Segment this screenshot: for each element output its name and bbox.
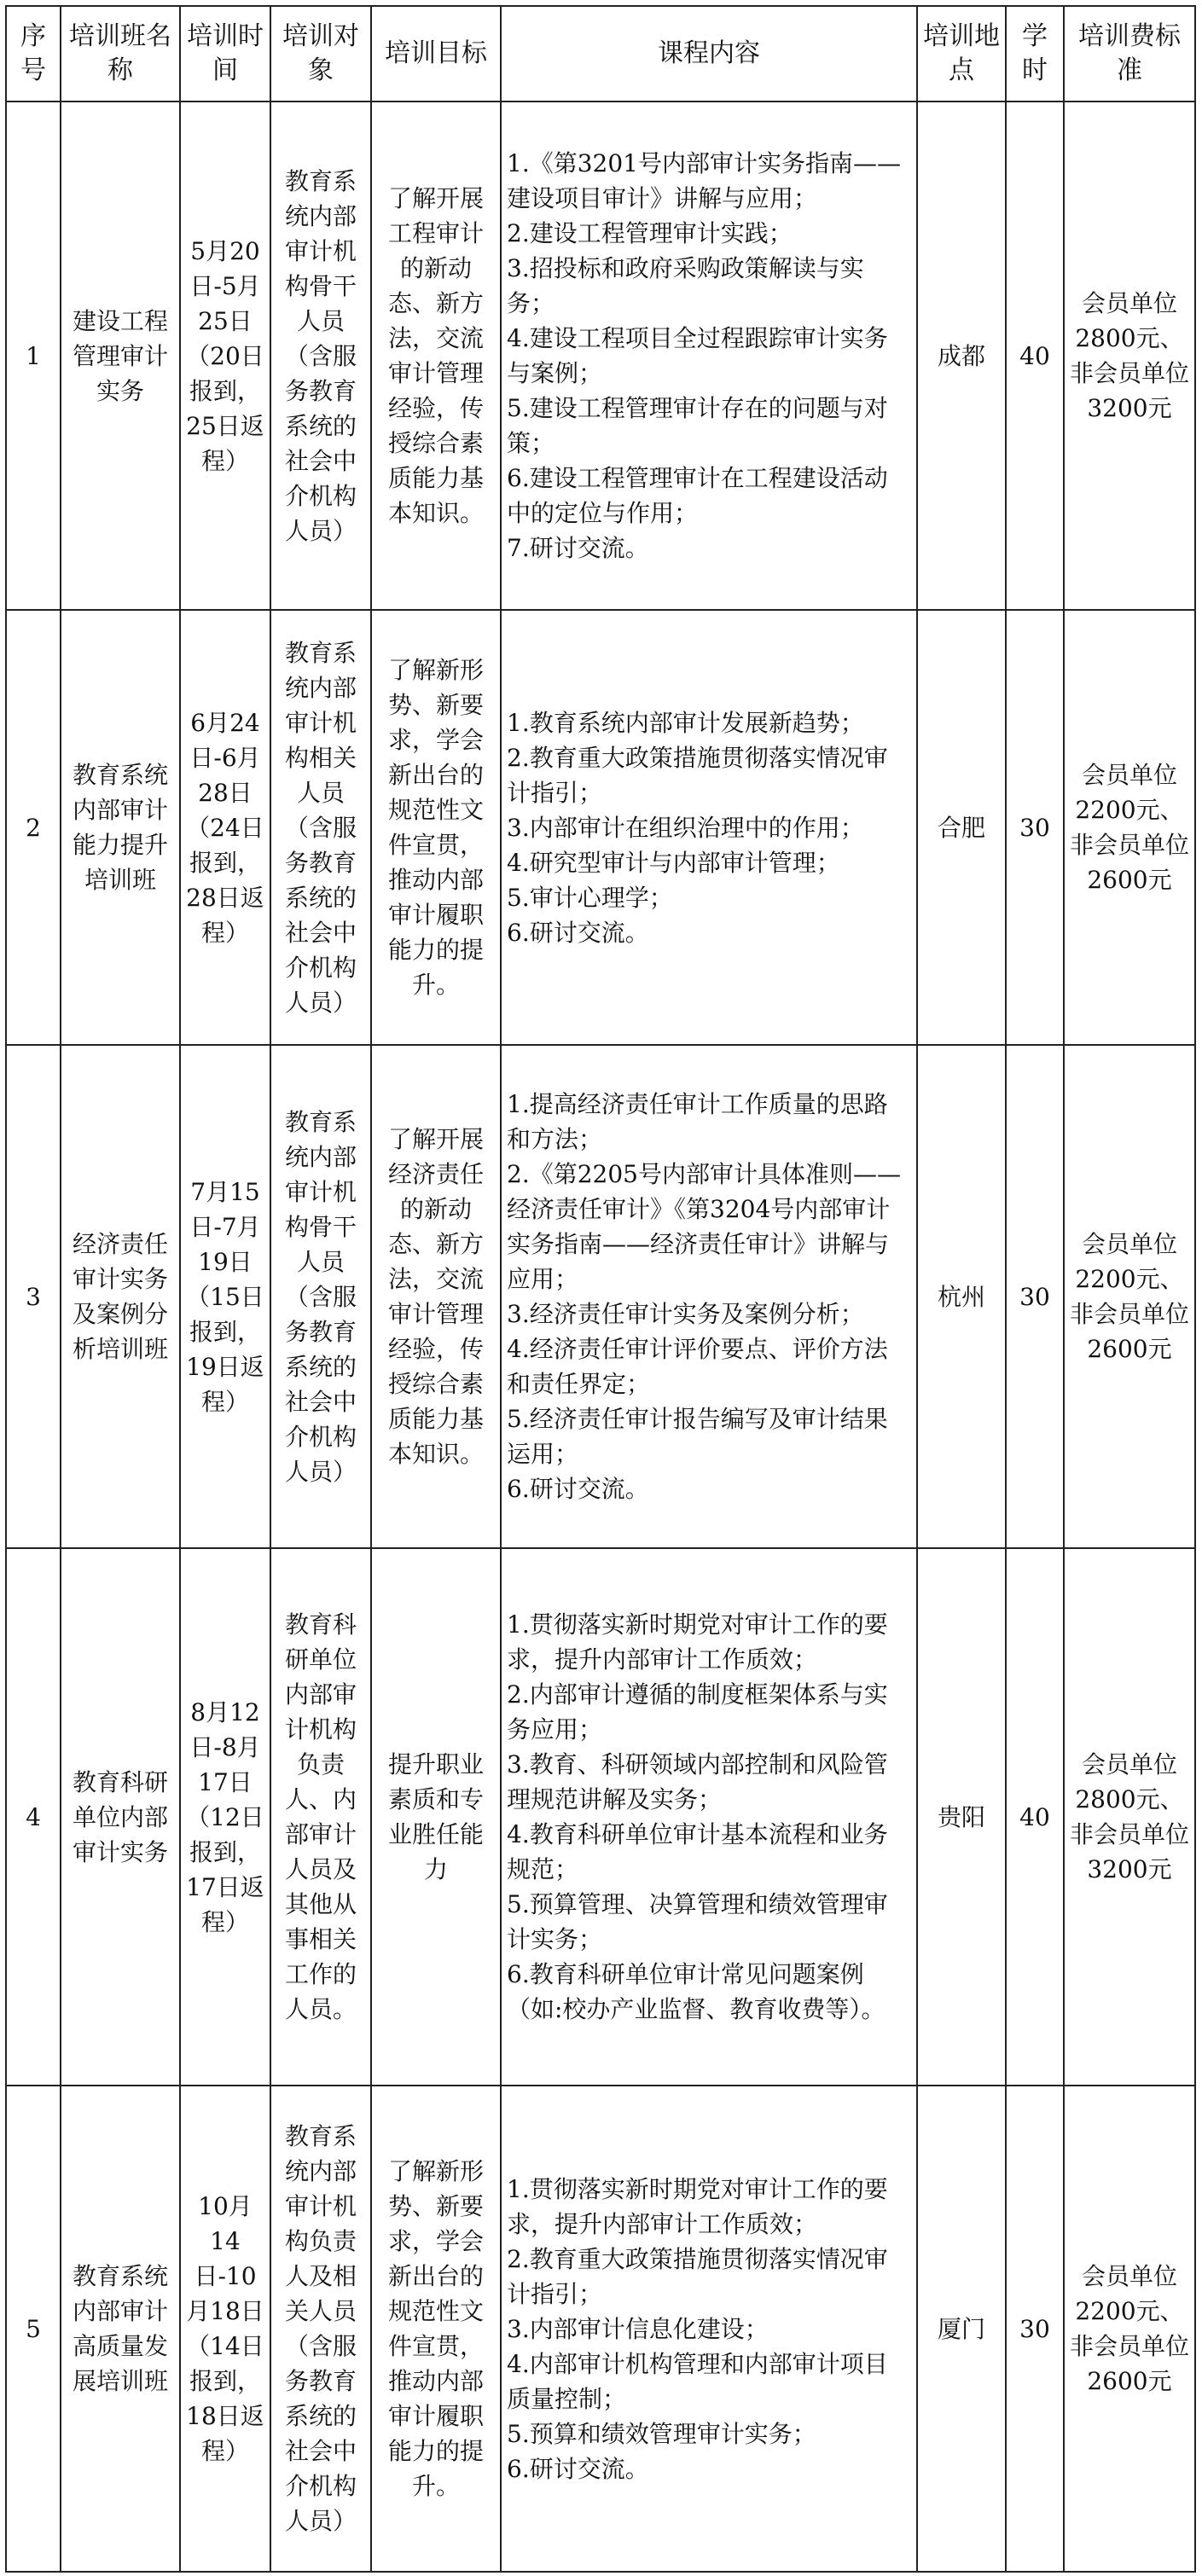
header-place: 培训地点	[917, 6, 1006, 102]
row-number: 5	[6, 2086, 61, 2572]
course-content	[501, 610, 917, 1045]
course-item: 3.教育、科研领域内部控制和风险管理规范讲解及实务；	[507, 1750, 888, 1813]
training-goal: 提升职业素质和专业胜任能力	[371, 1548, 501, 2086]
training-time: 6月24日-6月28日（24日报到，28日返程）	[180, 610, 270, 1045]
training-hours: 30	[1006, 2086, 1064, 2572]
header-goal: 培训目标	[371, 6, 501, 102]
course-item: 7.研讨交流。	[507, 534, 649, 562]
course-item: 6.研讨交流。	[507, 2454, 649, 2483]
course-item: 2.《第2205号内部审计具体准则——经济责任审计》《第3204号内部审计实务指南——经济责任审计》讲解与应用；	[507, 1160, 901, 1293]
training-time: 5月20日-5月25日（20日报到，25日返程）	[180, 102, 270, 610]
training-schedule-table	[5, 5, 1196, 2573]
course-item: 3.经济责任审计实务及案例分析；	[507, 1300, 864, 1328]
course-item: 1.提高经济责任审计工作质量的思路和方法；	[507, 1090, 888, 1153]
course-item: 6.建设工程管理审计在工程建设活动中的定位与作用；	[507, 464, 888, 527]
training-hours: 40	[1006, 102, 1064, 610]
course-content	[501, 2086, 917, 2572]
header-target: 培训对象	[270, 6, 371, 102]
course-item: 1.教育系统内部审计发展新趋势；	[507, 708, 864, 737]
course-item: 3.内部审计信息化建设；	[507, 2314, 769, 2343]
training-goal: 了解开展工程审计的新动态、新方法，交流审计管理经验，传授综合素质能力基本知识。	[371, 102, 501, 610]
header-fee: 培训费标准	[1064, 6, 1195, 102]
training-target: 教育系统内部审计机构相关人员（含服务教育系统的社会中介机构人员）	[270, 610, 371, 1045]
course-item: 5.审计心理学；	[507, 883, 673, 912]
training-fee: 会员单位2200元、非会员单位2600元	[1064, 610, 1195, 1045]
course-item: 1.贯彻落实新时期党对审计工作的要求，提升内部审计工作质效；	[507, 1610, 888, 1674]
course-item: 4.教育科研单位审计基本流程和业务规范；	[507, 1820, 888, 1883]
course-item: 6.研讨交流。	[507, 918, 649, 947]
course-item: 2.教育重大政策措施贯彻落实情况审计指引；	[507, 743, 888, 807]
course-content	[501, 102, 917, 610]
table-row	[6, 1045, 1195, 1548]
table-row	[6, 610, 1195, 1045]
training-goal: 了解开展经济责任的新动态、新方法，交流审计管理经验，传授综合素质能力基本知识。	[371, 1045, 501, 1548]
course-item: 5.经济责任审计报告编写及审计结果运用；	[507, 1405, 888, 1468]
course-item: 4.经济责任审计评价要点、评价方法和责任界定；	[507, 1335, 888, 1398]
course-item: 2.内部审计遵循的制度框架体系与实务应用；	[507, 1680, 888, 1743]
course-item: 1.《第3201号内部审计实务指南——建设项目审计》讲解与应用；	[507, 149, 901, 212]
training-hours: 30	[1006, 610, 1064, 1045]
course-content	[501, 1045, 917, 1548]
training-hours: 40	[1006, 1548, 1064, 2086]
training-place: 厦门	[917, 2086, 1006, 2572]
training-time: 7月15日-7月19日（15日报到，19日返程）	[180, 1045, 270, 1548]
training-time: 8月12日-8月17日（12日报到，17日返程）	[180, 1548, 270, 2086]
row-number: 3	[6, 1045, 61, 1548]
course-item: 5.预算和绩效管理审计实务；	[507, 2419, 816, 2448]
header-course: 课程内容	[501, 6, 917, 102]
course-item: 5.建设工程管理审计存在的问题与对策；	[507, 394, 888, 457]
course-name: 建设工程管理审计实务	[61, 102, 180, 610]
training-goal: 了解新形势、新要求，学会新出台的规范性文件宣贯，推动内部审计履职能力的提升。	[371, 2086, 501, 2572]
header-name: 培训班名称	[61, 6, 180, 102]
row-number: 1	[6, 102, 61, 610]
course-name: 教育系统内部审计能力提升培训班	[61, 610, 180, 1045]
row-number: 2	[6, 610, 61, 1045]
header-time: 培训时间	[180, 6, 270, 102]
course-item: 4.建设工程项目全过程跟踪审计实务与案例；	[507, 324, 888, 387]
training-time: 10月14日-10月18日（14日报到，18日返程）	[180, 2086, 270, 2572]
course-item: 2.教育重大政策措施贯彻落实情况审计指引；	[507, 2244, 888, 2308]
training-fee: 会员单位2800元、非会员单位3200元	[1064, 102, 1195, 610]
course-item: 4.研究型审计与内部审计管理；	[507, 848, 840, 877]
training-place: 贵阳	[917, 1548, 1006, 2086]
course-content	[501, 1548, 917, 2086]
table-row	[6, 102, 1195, 610]
training-fee: 会员单位2200元、非会员单位2600元	[1064, 2086, 1195, 2572]
training-target: 教育系统内部审计机构负责人及相关人员（含服务教育系统的社会中介机构人员）	[270, 2086, 371, 2572]
row-number: 4	[6, 1548, 61, 2086]
course-name: 教育系统内部审计高质量发展培训班	[61, 2086, 180, 2572]
training-target: 教育系统内部审计机构骨干人员（含服务教育系统的社会中介机构人员）	[270, 1045, 371, 1548]
training-target: 教育系统内部审计机构骨干人员（含服务教育系统的社会中介机构人员）	[270, 102, 371, 610]
training-target: 教育科研单位内部审计机构负责人、内部审计人员及其他从事相关工作的人员。	[270, 1548, 371, 2086]
course-item: 6.研讨交流。	[507, 1475, 649, 1503]
course-item: 5.预算管理、决算管理和绩效管理审计实务；	[507, 1890, 888, 1953]
header-row	[6, 6, 1195, 102]
training-fee: 会员单位2800元、非会员单位3200元	[1064, 1548, 1195, 2086]
training-place: 杭州	[917, 1045, 1006, 1548]
course-name: 教育科研单位内部审计实务	[61, 1548, 180, 2086]
training-fee: 会员单位2200元、非会员单位2600元	[1064, 1045, 1195, 1548]
header-hours: 学时	[1006, 6, 1064, 102]
course-item: 1.贯彻落实新时期党对审计工作的要求，提升内部审计工作质效；	[507, 2174, 888, 2238]
course-item: 6.教育科研单位审计常见问题案例（如:校办产业监督、教育收费等）。	[507, 1960, 886, 2023]
course-item: 4.内部审计机构管理和内部审计项目质量控制；	[507, 2349, 888, 2413]
table-row	[6, 1548, 1195, 2086]
training-place: 成都	[917, 102, 1006, 610]
course-name: 经济责任审计实务及案例分析培训班	[61, 1045, 180, 1548]
header-no: 序号	[6, 6, 61, 102]
training-place: 合肥	[917, 610, 1006, 1045]
table-row	[6, 2086, 1195, 2572]
course-item: 3.招投标和政府采购政策解读与实务；	[507, 254, 864, 317]
course-item: 3.内部审计在组织治理中的作用；	[507, 813, 864, 842]
training-hours: 30	[1006, 1045, 1064, 1548]
training-goal: 了解新形势、新要求，学会新出台的规范性文件宣贯，推动内部审计履职能力的提升。	[371, 610, 501, 1045]
course-item: 2.建设工程管理审计实践；	[507, 219, 793, 247]
